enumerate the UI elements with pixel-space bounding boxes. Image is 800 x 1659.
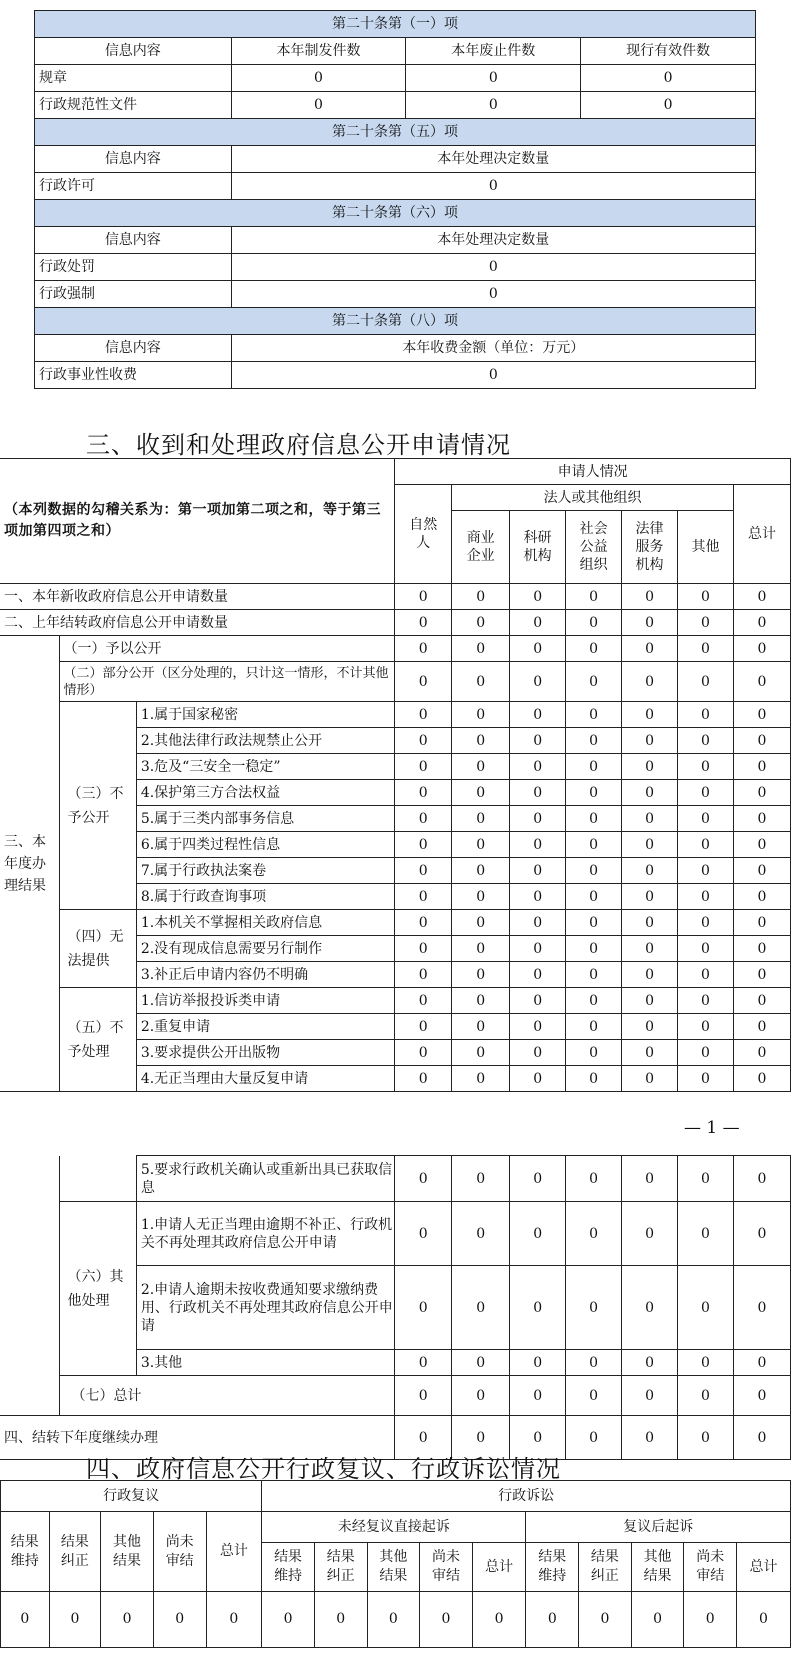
value-cell: 0 bbox=[452, 1202, 510, 1266]
value-cell: 0 bbox=[678, 988, 734, 1014]
sec6-title: 第二十条第（六）项 bbox=[35, 200, 756, 227]
value-cell: 0 bbox=[622, 884, 678, 910]
value-cell: 0 bbox=[733, 884, 790, 910]
value-cell: 0 bbox=[452, 1376, 510, 1416]
row-label: 行政事业性收费 bbox=[35, 362, 232, 389]
item-label: 2.重复申请 bbox=[136, 1014, 394, 1040]
item-label: 3.危及“三安全一稳定” bbox=[136, 754, 394, 780]
value-cell: 0 bbox=[733, 910, 790, 936]
value-cell: 0 bbox=[510, 1014, 566, 1040]
value-cell: 0 bbox=[566, 636, 622, 662]
value-cell: 0 bbox=[566, 1416, 622, 1460]
value-cell: 0 bbox=[452, 702, 510, 728]
value-cell: 0 bbox=[678, 832, 734, 858]
table-row bbox=[0, 988, 791, 1014]
value-cell: 0 bbox=[566, 728, 622, 754]
value-cell: 0 bbox=[472, 1592, 526, 1648]
value-cell: 0 bbox=[622, 1014, 678, 1040]
after-header: 复议后起诉 bbox=[526, 1512, 791, 1543]
value-cell: 0 bbox=[622, 610, 678, 636]
value-cell: 0 bbox=[231, 281, 755, 308]
value-cell: 0 bbox=[395, 962, 452, 988]
value-cell: 0 bbox=[733, 662, 790, 702]
value-cell: 0 bbox=[622, 1040, 678, 1066]
value-cell: 0 bbox=[733, 1376, 790, 1416]
value-cell: 0 bbox=[153, 1592, 206, 1648]
value-cell: 0 bbox=[566, 1014, 622, 1040]
value-cell: 0 bbox=[452, 832, 510, 858]
after-col: 结果维持 bbox=[526, 1543, 579, 1592]
item-label: 6.属于四类过程性信息 bbox=[136, 832, 394, 858]
row-label: （一）予以公开 bbox=[59, 636, 395, 662]
value-cell: 0 bbox=[678, 1416, 734, 1460]
item-label: 3.要求提供公开出版物 bbox=[136, 1040, 394, 1066]
item-label: 8.属于行政查询事项 bbox=[136, 884, 394, 910]
table-row bbox=[0, 662, 791, 702]
table-row bbox=[0, 610, 791, 636]
value-cell: 0 bbox=[314, 1592, 367, 1648]
value-cell: 0 bbox=[395, 780, 452, 806]
value-cell: 0 bbox=[622, 702, 678, 728]
value-cell: 0 bbox=[395, 1350, 452, 1376]
value-cell: 0 bbox=[510, 936, 566, 962]
value-cell: 0 bbox=[510, 884, 566, 910]
item-label: 4.无正当理由大量反复申请 bbox=[136, 1066, 394, 1092]
value-cell: 0 bbox=[395, 1376, 452, 1416]
item-label: 1.信访举报投诉类申请 bbox=[136, 988, 394, 1014]
row-label: 行政处罚 bbox=[35, 254, 232, 281]
direct-col: 结果维持 bbox=[262, 1543, 315, 1592]
value-cell: 0 bbox=[737, 1592, 791, 1648]
value-cell: 0 bbox=[622, 1350, 678, 1376]
value-cell: 0 bbox=[622, 1376, 678, 1416]
value-cell: 0 bbox=[733, 610, 790, 636]
item-label: 5.属于三类内部事务信息 bbox=[136, 806, 394, 832]
value-cell: 0 bbox=[452, 1350, 510, 1376]
value-cell: 0 bbox=[622, 1066, 678, 1092]
value-cell: 0 bbox=[678, 962, 734, 988]
row-label: （二）部分公开（区分处理的，只计这一情形，不计其他情形） bbox=[59, 662, 395, 702]
direct-col: 结果纠正 bbox=[314, 1543, 367, 1592]
col-business: 商业企业 bbox=[452, 511, 510, 584]
value-cell: 0 bbox=[395, 728, 452, 754]
value-cell: 0 bbox=[510, 1040, 566, 1066]
value-cell: 0 bbox=[678, 728, 734, 754]
value-cell: 0 bbox=[510, 636, 566, 662]
value-cell: 0 bbox=[566, 806, 622, 832]
value-cell: 0 bbox=[452, 610, 510, 636]
col-social: 社会公益组织 bbox=[566, 511, 622, 584]
row-label: 行政强制 bbox=[35, 281, 232, 308]
requests-table bbox=[0, 458, 791, 1092]
header-cell: 信息内容 bbox=[35, 38, 232, 65]
value-cell: 0 bbox=[510, 1350, 566, 1376]
group-unable-label: （四）无法提供 bbox=[59, 910, 136, 988]
value-cell: 0 bbox=[231, 254, 755, 281]
value-cell: 0 bbox=[733, 780, 790, 806]
item-label: 1.属于国家秘密 bbox=[136, 702, 394, 728]
value-cell: 0 bbox=[678, 1376, 734, 1416]
value-cell: 0 bbox=[631, 1592, 684, 1648]
value-cell: 0 bbox=[733, 584, 790, 610]
value-cell: 0 bbox=[510, 910, 566, 936]
value-cell: 0 bbox=[678, 1066, 734, 1092]
row-label: 一、本年新收政府信息公开申请数量 bbox=[0, 584, 395, 610]
value-cell: 0 bbox=[566, 702, 622, 728]
value-cell: 0 bbox=[678, 584, 734, 610]
value-cell: 0 bbox=[452, 858, 510, 884]
value-cell: 0 bbox=[420, 1592, 473, 1648]
value-cell: 0 bbox=[395, 754, 452, 780]
value-cell: 0 bbox=[452, 962, 510, 988]
value-cell: 0 bbox=[566, 1266, 622, 1350]
value-cell: 0 bbox=[452, 988, 510, 1014]
value-cell: 0 bbox=[733, 754, 790, 780]
value-cell: 0 bbox=[566, 988, 622, 1014]
value-cell: 0 bbox=[678, 662, 734, 702]
direct-col: 尚未审结 bbox=[420, 1543, 473, 1592]
value-cell: 0 bbox=[622, 728, 678, 754]
value-cell: 0 bbox=[678, 910, 734, 936]
item-label: 7.属于行政执法案卷 bbox=[136, 858, 394, 884]
value-cell: 0 bbox=[733, 1350, 790, 1376]
value-cell: 0 bbox=[566, 662, 622, 702]
value-cell: 0 bbox=[622, 988, 678, 1014]
value-cell: 0 bbox=[395, 832, 452, 858]
section3-heading: 三、收到和处理政府信息公开申请情况 bbox=[86, 431, 511, 459]
litigation-header: 行政诉讼 bbox=[262, 1481, 791, 1512]
group-result-label: 三、本年度办理结果 bbox=[0, 636, 59, 1092]
item-label: 2.其他法律行政法规禁止公开 bbox=[136, 728, 394, 754]
review-col: 结果维持 bbox=[1, 1512, 50, 1592]
after-col: 总计 bbox=[737, 1543, 791, 1592]
item-label: 5.要求行政机关确认或重新出具已获取信息 bbox=[136, 1156, 394, 1202]
value-cell: 0 bbox=[395, 636, 452, 662]
value-cell: 0 bbox=[395, 584, 452, 610]
value-cell: 0 bbox=[733, 858, 790, 884]
value-cell: 0 bbox=[526, 1592, 579, 1648]
value-cell: 0 bbox=[622, 1266, 678, 1350]
value-cell: 0 bbox=[678, 1350, 734, 1376]
value-cell: 0 bbox=[510, 584, 566, 610]
value-cell: 0 bbox=[510, 988, 566, 1014]
header-cell: 本年处理决定数量 bbox=[231, 146, 755, 173]
value-cell: 0 bbox=[733, 702, 790, 728]
value-cell: 0 bbox=[581, 92, 756, 119]
value-cell: 0 bbox=[678, 702, 734, 728]
value-cell: 0 bbox=[622, 858, 678, 884]
row-label: 规章 bbox=[35, 65, 232, 92]
value-cell: 0 bbox=[395, 702, 452, 728]
after-col: 尚未审结 bbox=[684, 1543, 737, 1592]
value-cell: 0 bbox=[452, 1156, 510, 1202]
value-cell: 0 bbox=[395, 806, 452, 832]
value-cell: 0 bbox=[684, 1592, 737, 1648]
value-cell: 0 bbox=[622, 1202, 678, 1266]
value-cell: 0 bbox=[395, 936, 452, 962]
value-cell: 0 bbox=[395, 1156, 452, 1202]
item-label: 1.本机关不掌握相关政府信息 bbox=[136, 910, 394, 936]
value-cell: 0 bbox=[452, 1040, 510, 1066]
value-cell: 0 bbox=[733, 806, 790, 832]
table-row bbox=[0, 1156, 791, 1202]
value-cell: 0 bbox=[622, 832, 678, 858]
value-cell: 0 bbox=[566, 754, 622, 780]
value-cell: 0 bbox=[452, 584, 510, 610]
page-number: — 1 — bbox=[684, 1118, 740, 1138]
value-cell: 0 bbox=[452, 884, 510, 910]
article20-table bbox=[34, 10, 756, 389]
value-cell: 0 bbox=[581, 65, 756, 92]
group-other-label: （六）其他处理 bbox=[59, 1202, 136, 1376]
header-cell: 信息内容 bbox=[35, 227, 232, 254]
header-cell: 现行有效件数 bbox=[581, 38, 756, 65]
value-cell: 0 bbox=[395, 1416, 452, 1460]
table-row bbox=[0, 702, 791, 728]
value-cell: 0 bbox=[452, 1416, 510, 1460]
value-cell: 0 bbox=[406, 65, 581, 92]
table-row bbox=[0, 1376, 791, 1416]
value-cell: 0 bbox=[231, 173, 755, 200]
group-result-continued bbox=[0, 1156, 59, 1416]
value-cell: 0 bbox=[452, 636, 510, 662]
row-label: 行政许可 bbox=[35, 173, 232, 200]
requests-table-continued bbox=[0, 1155, 791, 1460]
col-natural: 自然人 bbox=[395, 485, 452, 584]
value-cell: 0 bbox=[733, 1040, 790, 1066]
value-cell: 0 bbox=[733, 1202, 790, 1266]
value-cell: 0 bbox=[733, 988, 790, 1014]
value-cell: 0 bbox=[206, 1592, 262, 1648]
row-label: 二、上年结转政府信息公开申请数量 bbox=[0, 610, 395, 636]
value-cell: 0 bbox=[452, 1014, 510, 1040]
value-cell: 0 bbox=[678, 610, 734, 636]
table-row bbox=[0, 910, 791, 936]
value-cell: 0 bbox=[566, 1040, 622, 1066]
value-cell: 0 bbox=[622, 636, 678, 662]
value-cell: 0 bbox=[622, 754, 678, 780]
value-cell: 0 bbox=[510, 806, 566, 832]
value-cell: 0 bbox=[49, 1592, 101, 1648]
value-cell: 0 bbox=[231, 362, 755, 389]
value-cell: 0 bbox=[510, 1266, 566, 1350]
value-cell: 0 bbox=[678, 884, 734, 910]
value-cell: 0 bbox=[395, 1040, 452, 1066]
value-cell: 0 bbox=[733, 832, 790, 858]
value-cell: 0 bbox=[452, 662, 510, 702]
value-cell: 0 bbox=[566, 1202, 622, 1266]
value-cell: 0 bbox=[579, 1592, 632, 1648]
value-cell: 0 bbox=[395, 610, 452, 636]
value-cell: 0 bbox=[566, 884, 622, 910]
table-row bbox=[0, 584, 791, 610]
value-cell: 0 bbox=[101, 1592, 154, 1648]
value-cell: 0 bbox=[367, 1592, 420, 1648]
value-cell: 0 bbox=[678, 1040, 734, 1066]
value-cell: 0 bbox=[395, 662, 452, 702]
review-col: 总计 bbox=[206, 1512, 262, 1592]
value-cell: 0 bbox=[678, 1266, 734, 1350]
value-cell: 0 bbox=[566, 936, 622, 962]
group-noprocess-label: （五）不予处理 bbox=[59, 988, 136, 1092]
value-cell: 0 bbox=[733, 636, 790, 662]
value-cell: 0 bbox=[395, 1266, 452, 1350]
value-cell: 0 bbox=[678, 1202, 734, 1266]
value-cell: 0 bbox=[678, 1156, 734, 1202]
item-label: 1.申请人无正当理由逾期不补正、行政机关不再处理其政府信息公开申请 bbox=[136, 1202, 394, 1266]
value-cell: 0 bbox=[566, 910, 622, 936]
header-cell: 信息内容 bbox=[35, 146, 232, 173]
value-cell: 0 bbox=[395, 910, 452, 936]
value-cell: 0 bbox=[395, 1066, 452, 1092]
value-cell: 0 bbox=[622, 806, 678, 832]
sec8-title: 第二十条第（八）项 bbox=[35, 308, 756, 335]
sec1-title: 第二十条第（一）项 bbox=[35, 11, 756, 38]
section4-heading: 四、政府信息公开行政复议、行政诉讼情况 bbox=[86, 1455, 561, 1483]
table-row bbox=[0, 1202, 791, 1266]
value-cell: 0 bbox=[733, 936, 790, 962]
value-cell: 0 bbox=[395, 1014, 452, 1040]
value-cell: 0 bbox=[678, 936, 734, 962]
value-cell: 0 bbox=[566, 1066, 622, 1092]
legal-org-header: 法人或其他组织 bbox=[452, 485, 734, 511]
row-label: 四、结转下年度继续办理 bbox=[0, 1416, 395, 1460]
after-col: 结果纠正 bbox=[579, 1543, 632, 1592]
value-cell: 0 bbox=[231, 65, 406, 92]
col-other: 其他 bbox=[678, 511, 734, 584]
row-label: 行政规范性文件 bbox=[35, 92, 232, 119]
sec5-title: 第二十条第（五）项 bbox=[35, 119, 756, 146]
value-cell: 0 bbox=[452, 780, 510, 806]
value-cell: 0 bbox=[733, 1066, 790, 1092]
direct-col: 总计 bbox=[472, 1543, 526, 1592]
header-cell: 本年废止件数 bbox=[406, 38, 581, 65]
row-label: （七）总计 bbox=[59, 1376, 395, 1416]
value-cell: 0 bbox=[622, 1156, 678, 1202]
value-cell: 0 bbox=[678, 636, 734, 662]
value-cell: 0 bbox=[678, 780, 734, 806]
value-cell: 0 bbox=[510, 1376, 566, 1416]
value-cell: 0 bbox=[510, 832, 566, 858]
value-cell: 0 bbox=[510, 858, 566, 884]
direct-header: 未经复议直接起诉 bbox=[262, 1512, 526, 1543]
header-cell: 本年制发件数 bbox=[231, 38, 406, 65]
applicant-header: 申请人情况 bbox=[395, 459, 791, 485]
value-cell: 0 bbox=[566, 1350, 622, 1376]
header-cell: 本年收费金额（单位：万元） bbox=[231, 335, 755, 362]
value-cell: 0 bbox=[622, 584, 678, 610]
value-cell: 0 bbox=[622, 662, 678, 702]
col-research: 科研机构 bbox=[510, 511, 566, 584]
col-total: 总计 bbox=[733, 485, 790, 584]
value-cell: 0 bbox=[510, 728, 566, 754]
after-col: 其他结果 bbox=[631, 1543, 684, 1592]
value-cell: 0 bbox=[452, 754, 510, 780]
value-cell: 0 bbox=[733, 1416, 790, 1460]
item-label: 2.申请人逾期未按收费通知要求缴纳费用、行政机关不再处理其政府信息公开申请 bbox=[136, 1266, 394, 1350]
value-cell: 0 bbox=[622, 910, 678, 936]
group-notopen-label: （三）不予公开 bbox=[59, 702, 136, 910]
value-cell: 0 bbox=[733, 728, 790, 754]
value-cell: 0 bbox=[1, 1592, 50, 1648]
value-cell: 0 bbox=[406, 92, 581, 119]
value-cell: 0 bbox=[733, 962, 790, 988]
value-cell: 0 bbox=[395, 884, 452, 910]
value-cell: 0 bbox=[566, 584, 622, 610]
value-cell: 0 bbox=[622, 1416, 678, 1460]
header-cell: 信息内容 bbox=[35, 335, 232, 362]
group-noprocess-continued bbox=[59, 1156, 136, 1202]
value-cell: 0 bbox=[510, 962, 566, 988]
item-label: 3.补正后申请内容仍不明确 bbox=[136, 962, 394, 988]
col-legal: 法律服务机构 bbox=[622, 511, 678, 584]
value-cell: 0 bbox=[566, 780, 622, 806]
value-cell: 0 bbox=[566, 1156, 622, 1202]
value-cell: 0 bbox=[566, 858, 622, 884]
value-cell: 0 bbox=[510, 1202, 566, 1266]
item-label: 3.其他 bbox=[136, 1350, 394, 1376]
value-cell: 0 bbox=[452, 1266, 510, 1350]
review-col: 其他结果 bbox=[101, 1512, 154, 1592]
value-cell: 0 bbox=[678, 858, 734, 884]
value-cell: 0 bbox=[395, 988, 452, 1014]
value-cell: 0 bbox=[566, 610, 622, 636]
value-cell: 0 bbox=[510, 754, 566, 780]
value-cell: 0 bbox=[566, 962, 622, 988]
value-cell: 0 bbox=[510, 610, 566, 636]
value-cell: 0 bbox=[733, 1156, 790, 1202]
value-cell: 0 bbox=[452, 806, 510, 832]
value-cell: 0 bbox=[678, 754, 734, 780]
review-col: 结果纠正 bbox=[49, 1512, 101, 1592]
value-cell: 0 bbox=[622, 962, 678, 988]
review-header: 行政复议 bbox=[1, 1481, 262, 1512]
value-cell: 0 bbox=[510, 1416, 566, 1460]
value-cell: 0 bbox=[678, 1014, 734, 1040]
value-cell: 0 bbox=[566, 832, 622, 858]
value-cell: 0 bbox=[622, 780, 678, 806]
value-cell: 0 bbox=[510, 1066, 566, 1092]
table-row bbox=[0, 636, 791, 662]
value-cell: 0 bbox=[678, 806, 734, 832]
value-cell: 0 bbox=[733, 1014, 790, 1040]
value-cell: 0 bbox=[510, 702, 566, 728]
note-cell: （本列数据的勾稽关系为：第一项加第二项之和，等于第三项加第四项之和） bbox=[0, 459, 395, 584]
value-cell: 0 bbox=[262, 1592, 315, 1648]
value-cell: 0 bbox=[510, 1156, 566, 1202]
direct-col: 其他结果 bbox=[367, 1543, 420, 1592]
value-cell: 0 bbox=[395, 1202, 452, 1266]
value-cell: 0 bbox=[566, 1376, 622, 1416]
review-col: 尚未审结 bbox=[153, 1512, 206, 1592]
value-cell: 0 bbox=[452, 728, 510, 754]
value-cell: 0 bbox=[395, 858, 452, 884]
value-cell: 0 bbox=[452, 936, 510, 962]
item-label: 2.没有现成信息需要另行制作 bbox=[136, 936, 394, 962]
value-cell: 0 bbox=[452, 1066, 510, 1092]
value-cell: 0 bbox=[510, 662, 566, 702]
header-cell: 本年处理决定数量 bbox=[231, 227, 755, 254]
value-cell: 0 bbox=[733, 1266, 790, 1350]
value-cell: 0 bbox=[231, 92, 406, 119]
value-cell: 0 bbox=[622, 936, 678, 962]
value-cell: 0 bbox=[510, 780, 566, 806]
review-litigation-table bbox=[0, 1480, 791, 1648]
item-label: 4.保护第三方合法权益 bbox=[136, 780, 394, 806]
value-cell: 0 bbox=[452, 910, 510, 936]
